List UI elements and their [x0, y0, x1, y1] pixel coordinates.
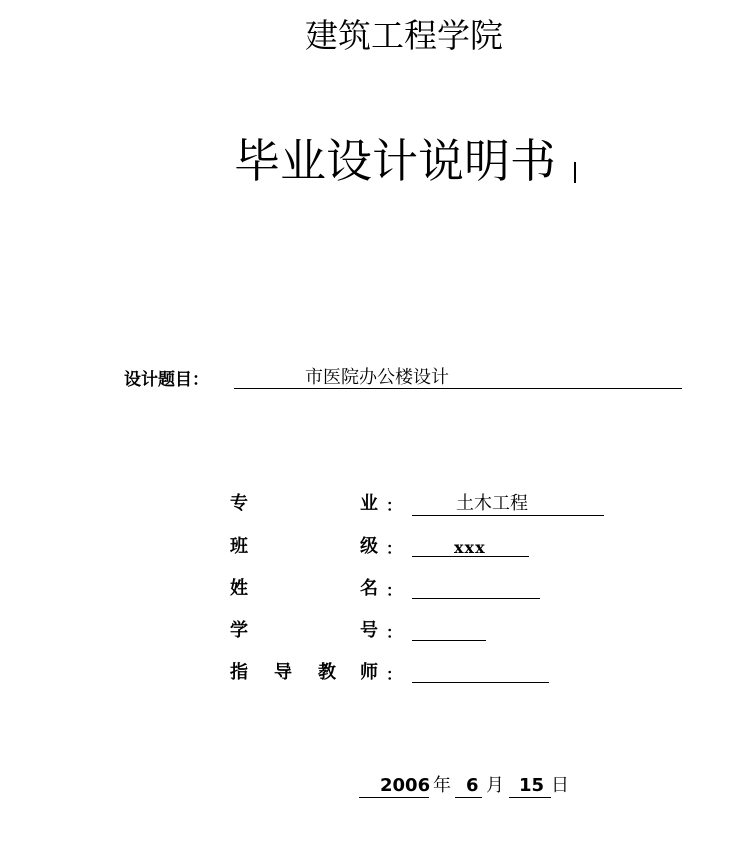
- major-label-start: 专: [230, 493, 248, 514]
- class-value: xxx: [454, 538, 486, 557]
- date-month: 6: [466, 775, 479, 796]
- date-month-unit: 月: [486, 775, 504, 796]
- student-id-underline: [412, 619, 486, 641]
- major-colon: ：: [386, 496, 403, 515]
- advisor-colon: ：: [386, 665, 403, 684]
- advisor-underline: [412, 661, 549, 683]
- text-cursor: [574, 162, 576, 183]
- advisor-label-char: 指: [230, 662, 248, 683]
- name-label-end: 名: [360, 578, 378, 599]
- student-id-label-start: 学: [230, 620, 248, 641]
- topic-label: 设计题目：: [124, 370, 209, 390]
- document-title: 毕业设计说明书: [234, 134, 556, 188]
- topic-value: 市医院办公楼设计: [305, 367, 449, 388]
- major-label-end: 业: [360, 493, 378, 514]
- advisor-label-char: 师: [360, 662, 378, 683]
- class-colon: ：: [386, 539, 403, 558]
- student-id-label-end: 号: [360, 620, 378, 641]
- advisor-label-char: 教: [318, 662, 336, 683]
- date-day: 15: [519, 775, 545, 796]
- college-name: 建筑工程学院: [305, 16, 503, 55]
- name-underline: [412, 577, 540, 599]
- name-colon: ：: [386, 581, 403, 600]
- topic-underline: [234, 368, 682, 389]
- name-label-start: 姓: [230, 578, 248, 599]
- class-label-start: 班: [230, 536, 248, 557]
- date-year-unit: 年: [433, 775, 451, 796]
- student-id-colon: ：: [386, 623, 403, 642]
- date-day-unit: 日: [551, 775, 569, 796]
- date-year: 2006: [380, 775, 431, 796]
- advisor-label-char: 导: [274, 662, 292, 683]
- class-label-end: 级: [360, 536, 378, 557]
- major-value: 土木工程: [456, 493, 528, 514]
